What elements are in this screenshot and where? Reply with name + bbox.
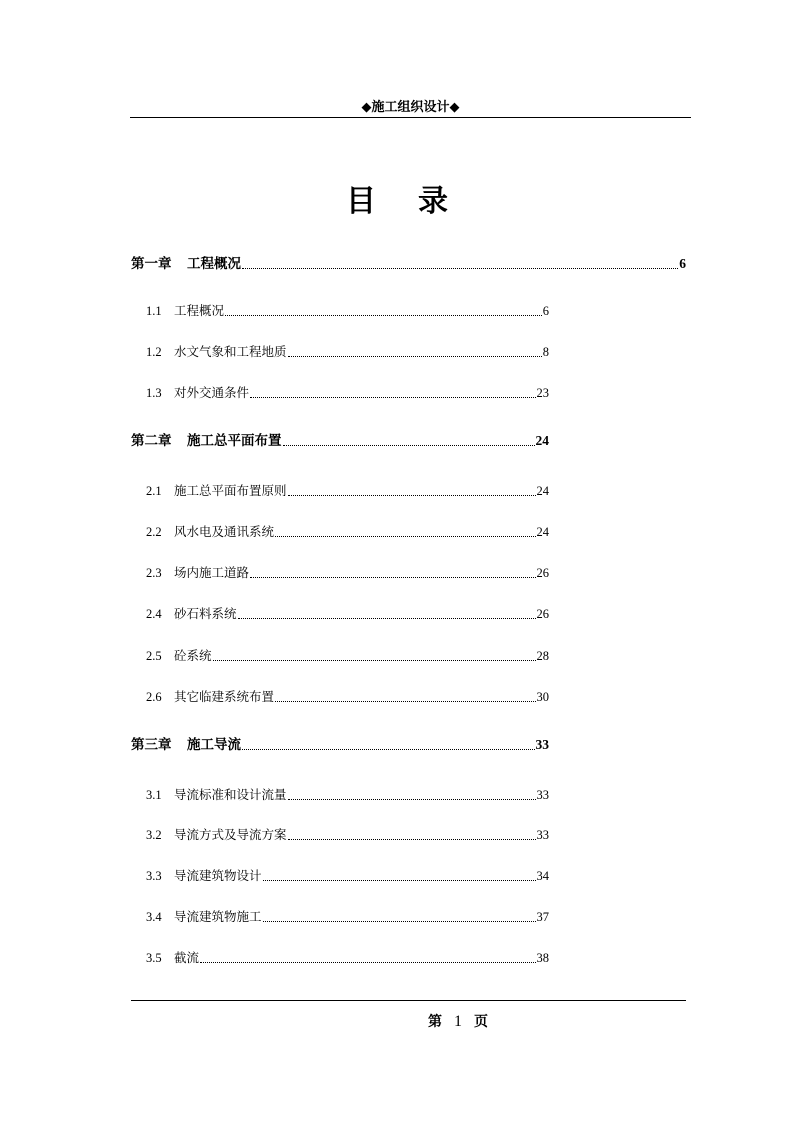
toc-entry-label: 施工导流	[187, 737, 241, 753]
toc-entry-label: 导流建筑物施工	[174, 909, 262, 924]
toc-entry-number: 1.1	[146, 304, 162, 318]
toc-entry-number: 3.2	[146, 828, 162, 842]
toc-dot-leader	[288, 798, 536, 800]
toc-dot-leader	[275, 700, 535, 702]
toc-entry-label: 施工总平面布置	[187, 433, 282, 449]
toc-dot-leader	[283, 444, 535, 446]
toc-entry-number: 2.4	[146, 607, 162, 621]
toc-section-entry[interactable]	[146, 786, 549, 804]
toc-entry-page: 6	[679, 256, 686, 271]
toc-entry-number: 2.3	[146, 566, 162, 580]
running-header: ◆施工组织设计◆	[361, 100, 460, 115]
toc-section-entry[interactable]	[146, 605, 549, 623]
toc-title-char-1: 目	[346, 184, 376, 219]
toc-entry-number: 2.2	[146, 525, 162, 539]
toc-entry-number: 第三章	[131, 737, 172, 753]
toc-entry-number: 1.2	[146, 345, 162, 359]
toc-entry-page: 6	[542, 304, 549, 318]
toc-dot-leader	[213, 659, 536, 661]
toc-dot-leader	[200, 961, 535, 963]
toc-entry-number: 2.5	[146, 649, 162, 663]
toc-entry-number: 3.3	[146, 869, 162, 883]
toc-entry-number: 1.3	[146, 386, 162, 400]
toc-entry-page: 37	[536, 910, 549, 924]
toc-entry-number: 3.4	[146, 910, 162, 924]
toc-entry-label: 场内施工道路	[174, 565, 250, 580]
toc-entry-label: 截流	[174, 950, 200, 965]
toc-entry-page: 26	[536, 607, 549, 621]
footer-suffix: 页	[474, 1014, 488, 1030]
toc-entry-label: 对外交通条件	[174, 385, 250, 400]
toc-dot-leader	[263, 879, 536, 881]
toc-dot-leader	[288, 355, 542, 357]
toc-section-entry[interactable]	[146, 688, 549, 706]
toc-entry-page: 26	[536, 566, 549, 580]
toc-entry-page: 33	[536, 828, 549, 842]
toc-dot-leader	[263, 920, 536, 922]
toc-dot-leader	[242, 267, 678, 269]
toc-entry-label: 工程概况	[174, 303, 225, 318]
toc-chapter-entry[interactable]	[131, 255, 686, 273]
toc-entry-page: 33	[535, 737, 549, 752]
toc-section-entry[interactable]	[146, 482, 549, 500]
toc-entry-label: 砂石料系统	[174, 606, 237, 621]
toc-chapter-entry[interactable]	[131, 736, 549, 754]
toc-entry-page: 24	[536, 484, 549, 498]
page-footer	[428, 1011, 488, 1031]
footer-page-number: 1	[454, 1013, 462, 1030]
toc-entry-page: 33	[536, 788, 549, 802]
footer-rule	[131, 1000, 686, 1001]
toc-entry-label: 导流建筑物设计	[174, 868, 262, 883]
toc-entry-label: 砼系统	[174, 648, 212, 663]
toc-section-entry[interactable]	[146, 949, 549, 967]
toc-entry-number: 3.5	[146, 951, 162, 965]
toc-title	[0, 176, 794, 220]
toc-section-entry[interactable]	[146, 908, 549, 926]
toc-dot-leader	[250, 576, 535, 578]
toc-entry-number: 2.6	[146, 690, 162, 704]
toc-entry-page: 23	[536, 386, 549, 400]
toc-dot-leader	[238, 617, 536, 619]
toc-dot-leader	[250, 396, 535, 398]
toc-dot-leader	[288, 494, 536, 496]
toc-entry-label: 工程概况	[187, 256, 241, 272]
toc-section-entry[interactable]	[146, 343, 549, 361]
toc-chapter-entry[interactable]	[131, 432, 549, 450]
header-rule	[130, 117, 691, 118]
toc-entry-label: 导流标准和设计流量	[174, 787, 287, 802]
toc-entry-number: 第一章	[131, 256, 172, 272]
toc-entry-label: 施工总平面布置原则	[174, 483, 287, 498]
toc-title-char-2: 录	[418, 184, 448, 219]
toc-entry-page: 24	[535, 433, 549, 448]
toc-entry-number: 第二章	[131, 433, 172, 449]
toc-dot-leader	[225, 314, 542, 316]
toc-dot-leader	[275, 535, 535, 537]
toc-entry-page: 30	[536, 690, 549, 704]
toc-entry-label: 导流方式及导流方案	[174, 827, 287, 842]
toc-entry-page: 34	[536, 869, 549, 883]
toc-entry-number: 2.1	[146, 484, 162, 498]
toc-dot-leader	[288, 838, 536, 840]
toc-section-entry[interactable]	[146, 867, 549, 885]
toc-entry-page: 28	[536, 649, 549, 663]
toc-entry-label: 其它临建系统布置	[174, 689, 275, 704]
toc-entry-label: 水文气象和工程地质	[174, 344, 287, 359]
toc-section-entry[interactable]	[146, 564, 549, 582]
toc-dot-leader	[242, 748, 535, 750]
toc-section-entry[interactable]	[146, 384, 549, 402]
toc-section-entry[interactable]	[146, 302, 549, 320]
toc-entry-label: 风水电及通讯系统	[174, 524, 275, 539]
toc-section-entry[interactable]	[146, 523, 549, 541]
footer-prefix: 第	[428, 1014, 442, 1030]
toc-entry-number: 3.1	[146, 788, 162, 802]
toc-section-entry[interactable]	[146, 826, 549, 844]
toc-section-entry[interactable]	[146, 647, 549, 665]
toc-entry-page: 24	[536, 525, 549, 539]
toc-entry-page: 38	[536, 951, 549, 965]
toc-entry-page: 8	[542, 345, 549, 359]
